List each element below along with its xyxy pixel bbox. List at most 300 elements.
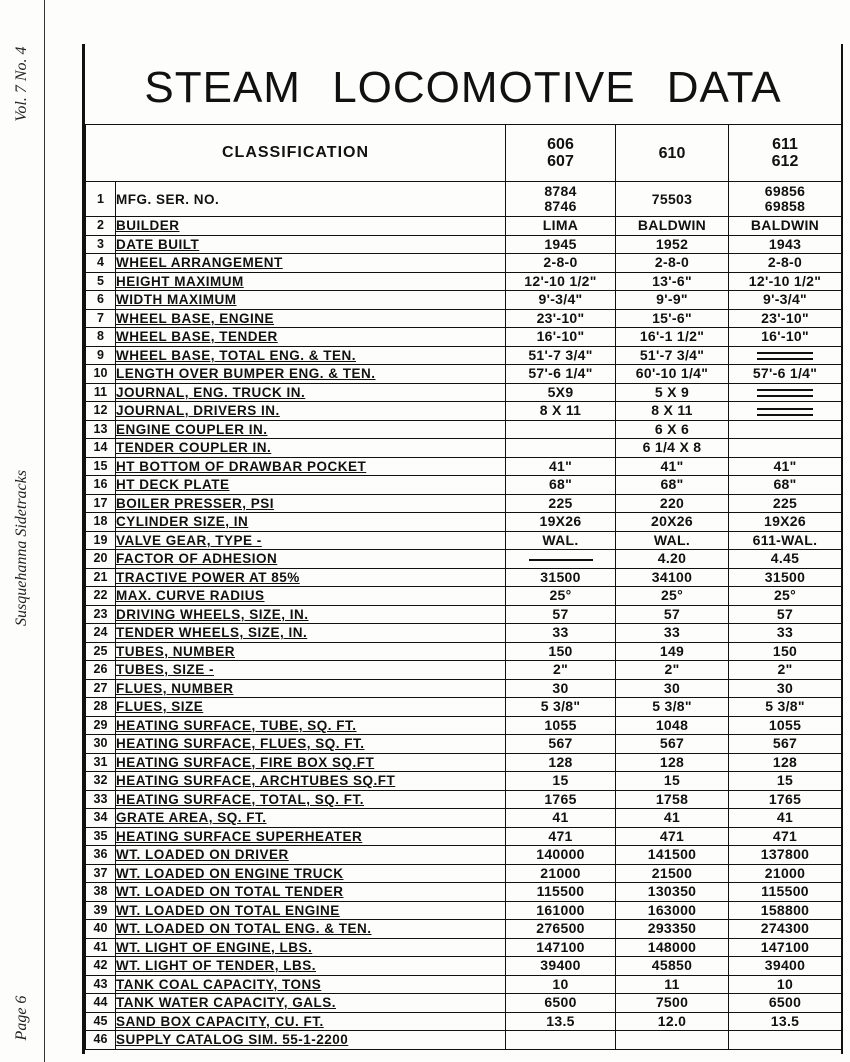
value-cell-v3: 16'-10": [729, 328, 842, 347]
table-row: [86, 883, 842, 902]
row-number: 3: [86, 235, 116, 254]
value-cell-v1: 1055: [506, 716, 616, 735]
value-cell-v3: [729, 420, 842, 439]
row-number: 17: [86, 494, 116, 513]
value-cell-v3: 41": [729, 457, 842, 476]
value-cell-v3: 128: [729, 753, 842, 772]
column-header-610: 610: [616, 125, 729, 182]
row-number: 46: [86, 1031, 116, 1050]
blank-dash-mark: [757, 408, 813, 416]
value-cell-v2: 12.0: [616, 1012, 729, 1031]
value-cell-v1: 276500: [506, 920, 616, 939]
table-row: [86, 587, 842, 606]
value-cell-v2: 1048: [616, 716, 729, 735]
locomotive-data-table: [85, 124, 842, 1050]
row-number: 25: [86, 642, 116, 661]
table-row: [86, 182, 842, 217]
value-cell-v1: 15: [506, 772, 616, 791]
value-cell-v1: 25°: [506, 587, 616, 606]
blank-dash-mark: [757, 352, 813, 360]
row-number: 13: [86, 420, 116, 439]
value-cell-v1: 2": [506, 661, 616, 680]
value-cell-v1: [506, 420, 616, 439]
value-cell-v3: 9'-3/4": [729, 291, 842, 310]
row-number: 32: [86, 772, 116, 791]
value-cell-v2: 128: [616, 753, 729, 772]
row-number: 39: [86, 901, 116, 920]
row-label: BUILDER: [116, 217, 506, 236]
row-number: 44: [86, 994, 116, 1013]
value-cell-v3: 57'-6 1/4": [729, 365, 842, 384]
row-label: TANK COAL CAPACITY, TONS: [116, 975, 506, 994]
row-number: 30: [86, 735, 116, 754]
row-number: 1: [86, 182, 116, 217]
value-cell-v1: 13.5: [506, 1012, 616, 1031]
value-cell-v2: 30: [616, 679, 729, 698]
row-label: WHEEL BASE, TOTAL ENG. & TEN.: [116, 346, 506, 365]
row-label: TANK WATER CAPACITY, GALS.: [116, 994, 506, 1013]
value-cell-v1: 68": [506, 476, 616, 495]
value-cell-v3: 41: [729, 809, 842, 828]
value-cell-v1: 5 3/8": [506, 698, 616, 717]
table-row: [86, 716, 842, 735]
row-number: 38: [86, 883, 116, 902]
header-607: 607: [547, 153, 574, 170]
value-cell-v2: 471: [616, 827, 729, 846]
value-line: 8746: [544, 198, 577, 214]
table-row: [86, 901, 842, 920]
value-cell-v1: 10: [506, 975, 616, 994]
value-cell-v1: 19X26: [506, 513, 616, 532]
value-cell-v3: [729, 182, 842, 217]
row-number: 15: [86, 457, 116, 476]
table-row: [86, 217, 842, 236]
value-cell-v3: 10: [729, 975, 842, 994]
value-cell-v3: 137800: [729, 846, 842, 865]
value-cell-v1: 161000: [506, 901, 616, 920]
header-612: 612: [771, 153, 799, 170]
page-label: Page 6: [13, 995, 30, 1041]
value-cell-v1: 5X9: [506, 383, 616, 402]
value-cell-v1: 57: [506, 605, 616, 624]
value-cell-v2: 20X26: [616, 513, 729, 532]
row-number: 9: [86, 346, 116, 365]
value-cell-v2: 41": [616, 457, 729, 476]
table-row: [86, 698, 842, 717]
value-cell-v2: 6 X 6: [616, 420, 729, 439]
value-cell-v3: [729, 1031, 842, 1050]
row-label: WT. LOADED ON TOTAL ENG. & TEN.: [116, 920, 506, 939]
row-label: HEATING SURFACE, FIRE BOX SQ.FT: [116, 753, 506, 772]
row-label: FLUES, SIZE: [116, 698, 506, 717]
value-cell-v3: 1055: [729, 716, 842, 735]
row-label: HEATING SURFACE SUPERHEATER: [116, 827, 506, 846]
table-row: [86, 420, 842, 439]
value-cell-v3: 39400: [729, 957, 842, 976]
row-number: 23: [86, 605, 116, 624]
table-row: [86, 568, 842, 587]
table-row: [86, 291, 842, 310]
value-cell-v1: 1765: [506, 790, 616, 809]
value-cell-v2: 567: [616, 735, 729, 754]
value-cell-v2: 68": [616, 476, 729, 495]
value-cell-v1: 1945: [506, 235, 616, 254]
value-cell-v3: 115500: [729, 883, 842, 902]
value-cell-v3: 68": [729, 476, 842, 495]
row-label: JOURNAL, DRIVERS IN.: [116, 402, 506, 421]
row-number: 28: [86, 698, 116, 717]
row-number: 26: [86, 661, 116, 680]
value-cell-v2: 163000: [616, 901, 729, 920]
value-cell-v2: 60'-10 1/4": [616, 365, 729, 384]
row-number: 40: [86, 920, 116, 939]
value-cell-v2: 5 X 9: [616, 383, 729, 402]
row-number: 45: [86, 1012, 116, 1031]
table-row: [86, 864, 842, 883]
row-number: 41: [86, 938, 116, 957]
value-cell-v3: 158800: [729, 901, 842, 920]
value-cell-v3: [729, 383, 842, 402]
row-number: 35: [86, 827, 116, 846]
row-label: WIDTH MAXIMUM: [116, 291, 506, 310]
value-cell-v3: 611-WAL.: [729, 531, 842, 550]
row-number: 24: [86, 624, 116, 643]
value-cell-v1: 12'-10 1/2": [506, 272, 616, 291]
value-cell-v2: 6 1/4 X 8: [616, 439, 729, 458]
value-cell-v2: 15'-6": [616, 309, 729, 328]
row-label: JOURNAL, ENG. TRUCK IN.: [116, 383, 506, 402]
row-number: 4: [86, 254, 116, 273]
table-row: [86, 254, 842, 273]
value-cell-v1: LIMA: [506, 217, 616, 236]
table-row: [86, 550, 842, 569]
value-line: 8784: [544, 183, 577, 199]
row-label: TUBES, SIZE -: [116, 661, 506, 680]
table-row: [86, 531, 842, 550]
publication-label: Susquehanna Sidetracks: [13, 470, 30, 626]
row-number: 8: [86, 328, 116, 347]
row-label: SAND BOX CAPACITY, CU. FT.: [116, 1012, 506, 1031]
value-cell-v2: 1952: [616, 235, 729, 254]
row-label: ENGINE COUPLER IN.: [116, 420, 506, 439]
value-cell-v1: 150: [506, 642, 616, 661]
value-cell-v1: 2-8-0: [506, 254, 616, 273]
row-label: WHEEL BASE, TENDER: [116, 328, 506, 347]
row-label: HEATING SURFACE, FLUES, SQ. FT.: [116, 735, 506, 754]
column-header-611-612: [729, 125, 842, 182]
table-row: [86, 772, 842, 791]
row-label: TENDER COUPLER IN.: [116, 439, 506, 458]
row-number: 31: [86, 753, 116, 772]
value-cell-v1: 23'-10": [506, 309, 616, 328]
table-row: [86, 661, 842, 680]
value-cell-v2: 2-8-0: [616, 254, 729, 273]
value-cell-v3: [729, 402, 842, 421]
value-cell-v1: 567: [506, 735, 616, 754]
blank-dash-mark: [757, 389, 813, 397]
table-row: [86, 365, 842, 384]
value-cell-v1: 140000: [506, 846, 616, 865]
row-label: HEATING SURFACE, TOTAL, SQ. FT.: [116, 790, 506, 809]
value-cell-v2: 41: [616, 809, 729, 828]
value-cell-v1: 31500: [506, 568, 616, 587]
row-number: 5: [86, 272, 116, 291]
value-cell-v2: 34100: [616, 568, 729, 587]
value-cell-v3: 1943: [729, 235, 842, 254]
table-row: [86, 753, 842, 772]
value-cell-v1: 9'-3/4": [506, 291, 616, 310]
table-row: [86, 846, 842, 865]
value-cell-v3: 150: [729, 642, 842, 661]
value-cell-v3: 30: [729, 679, 842, 698]
value-cell-v2: 148000: [616, 938, 729, 957]
row-number: 21: [86, 568, 116, 587]
table-row: [86, 383, 842, 402]
header-611: 611: [772, 136, 798, 153]
table-row: [86, 920, 842, 939]
value-cell-v1: 147100: [506, 938, 616, 957]
value-cell-v2: 16'-1 1/2": [616, 328, 729, 347]
table-row: [86, 346, 842, 365]
value-cell-v3: 25°: [729, 587, 842, 606]
table-row: [86, 328, 842, 347]
value-cell-v2: 130350: [616, 883, 729, 902]
column-header-606-607: [506, 125, 616, 182]
table-row: [86, 402, 842, 421]
row-label: LENGTH OVER BUMPER ENG. & TEN.: [116, 365, 506, 384]
row-number: 16: [86, 476, 116, 495]
value-cell-v2: 149: [616, 642, 729, 661]
table-row: [86, 605, 842, 624]
row-label: WHEEL BASE, ENGINE: [116, 309, 506, 328]
value-cell-v3: [729, 346, 842, 365]
value-cell-v2: WAL.: [616, 531, 729, 550]
value-cell-v3: 471: [729, 827, 842, 846]
value-cell-v3: 274300: [729, 920, 842, 939]
value-cell-v2: 4.20: [616, 550, 729, 569]
page-title: STEAM LOCOMOTIVE DATA: [144, 63, 782, 112]
row-label: WT. LIGHT OF TENDER, LBS.: [116, 957, 506, 976]
blank-dash-mark: [529, 559, 593, 561]
row-number: 36: [86, 846, 116, 865]
value-cell-v1: 41: [506, 809, 616, 828]
value-cell-v2: [616, 1031, 729, 1050]
row-label: VALVE GEAR, TYPE -: [116, 531, 506, 550]
value-cell-v3: BALDWIN: [729, 217, 842, 236]
value-cell-v2: 1758: [616, 790, 729, 809]
row-label: DRIVING WHEELS, SIZE, IN.: [116, 605, 506, 624]
value-cell-v1: 30: [506, 679, 616, 698]
value-cell-v1: WAL.: [506, 531, 616, 550]
value-cell-v1: 471: [506, 827, 616, 846]
value-cell-v2: 25°: [616, 587, 729, 606]
header-606: 606: [547, 136, 574, 153]
table-row: [86, 679, 842, 698]
value-cell-v3: 19X26: [729, 513, 842, 532]
table-row: [86, 809, 842, 828]
value-cell-v1: 115500: [506, 883, 616, 902]
value-cell-v2: 75503: [616, 182, 729, 217]
value-cell-v1: [506, 439, 616, 458]
value-cell-v2: 293350: [616, 920, 729, 939]
table-row: [86, 235, 842, 254]
header-row: [86, 125, 842, 182]
value-cell-v3: [729, 439, 842, 458]
value-cell-v2: 21500: [616, 864, 729, 883]
value-cell-v3: 5 3/8": [729, 698, 842, 717]
row-label: HEATING SURFACE, ARCHTUBES SQ.FT: [116, 772, 506, 791]
value-line: 69856: [764, 183, 806, 199]
row-number: 34: [86, 809, 116, 828]
value-cell-v1: 21000: [506, 864, 616, 883]
value-cell-v3: 225: [729, 494, 842, 513]
value-cell-v2: 15: [616, 772, 729, 791]
value-cell-v2: 45850: [616, 957, 729, 976]
row-label: WT. LOADED ON TOTAL TENDER: [116, 883, 506, 902]
table-row: [86, 624, 842, 643]
value-cell-v2: 7500: [616, 994, 729, 1013]
value-cell-v2: 33: [616, 624, 729, 643]
table-row: [86, 642, 842, 661]
value-cell-v1: 6500: [506, 994, 616, 1013]
value-cell-v3: 12'-10 1/2": [729, 272, 842, 291]
row-label: MAX. CURVE RADIUS: [116, 587, 506, 606]
table-body: [86, 182, 842, 1050]
value-cell-v2: 5 3/8": [616, 698, 729, 717]
row-label: WT. LOADED ON DRIVER: [116, 846, 506, 865]
row-label: TRACTIVE POWER AT 85%: [116, 568, 506, 587]
value-cell-v3: 567: [729, 735, 842, 754]
row-number: 18: [86, 513, 116, 532]
value-cell-v1: 57'-6 1/4": [506, 365, 616, 384]
table-row: [86, 513, 842, 532]
value-cell-v1: 33: [506, 624, 616, 643]
row-number: 11: [86, 383, 116, 402]
value-cell-v2: BALDWIN: [616, 217, 729, 236]
value-cell-v1: 128: [506, 753, 616, 772]
value-cell-v3: 1765: [729, 790, 842, 809]
value-cell-v3: 21000: [729, 864, 842, 883]
value-cell-v2: 8 X 11: [616, 402, 729, 421]
value-cell-v2: 13'-6": [616, 272, 729, 291]
table-row: [86, 1031, 842, 1050]
row-number: 42: [86, 957, 116, 976]
row-label: HEIGHT MAXIMUM: [116, 272, 506, 291]
value-cell-v1: 16'-10": [506, 328, 616, 347]
row-label: FLUES, NUMBER: [116, 679, 506, 698]
value-cell-v3: 15: [729, 772, 842, 791]
row-label: BOILER PRESSER, PSI: [116, 494, 506, 513]
row-number: 33: [86, 790, 116, 809]
row-label: TENDER WHEELS, SIZE, IN.: [116, 624, 506, 643]
table-row: [86, 272, 842, 291]
row-number: 6: [86, 291, 116, 310]
margin-strip: [0, 0, 45, 1062]
row-label: HT BOTTOM OF DRAWBAR POCKET: [116, 457, 506, 476]
table-row: [86, 938, 842, 957]
value-cell-v1: [506, 1031, 616, 1050]
row-label: HEATING SURFACE, TUBE, SQ. FT.: [116, 716, 506, 735]
row-number: 2: [86, 217, 116, 236]
row-label: CYLINDER SIZE, IN: [116, 513, 506, 532]
table-row: [86, 975, 842, 994]
table-row: [86, 309, 842, 328]
row-label: GRATE AREA, SQ. FT.: [116, 809, 506, 828]
value-cell-v3: 31500: [729, 568, 842, 587]
data-sheet: [82, 44, 843, 1054]
value-cell-v2: 11: [616, 975, 729, 994]
value-cell-v1: 225: [506, 494, 616, 513]
value-cell-v2: 57: [616, 605, 729, 624]
value-cell-v1: 51'-7 3/4": [506, 346, 616, 365]
value-cell-v3: 13.5: [729, 1012, 842, 1031]
table-row: [86, 1012, 842, 1031]
table-row: [86, 957, 842, 976]
row-number: 12: [86, 402, 116, 421]
value-cell-v3: 4.45: [729, 550, 842, 569]
value-cell-v1: 41": [506, 457, 616, 476]
value-cell-v3: 2-8-0: [729, 254, 842, 273]
row-number: 10: [86, 365, 116, 384]
value-cell-v3: 57: [729, 605, 842, 624]
row-number: 22: [86, 587, 116, 606]
row-label: WT. LOADED ON TOTAL ENGINE: [116, 901, 506, 920]
row-label: FACTOR OF ADHESION: [116, 550, 506, 569]
row-number: 37: [86, 864, 116, 883]
value-cell-v3: 147100: [729, 938, 842, 957]
value-cell-v2: 220: [616, 494, 729, 513]
value-cell-v1: 8 X 11: [506, 402, 616, 421]
value-cell-v2: 2": [616, 661, 729, 680]
table-row: [86, 494, 842, 513]
row-label: TUBES, NUMBER: [116, 642, 506, 661]
row-number: 29: [86, 716, 116, 735]
value-cell-v1: [506, 550, 616, 569]
row-number: 14: [86, 439, 116, 458]
value-line: 69858: [764, 198, 806, 214]
value-cell-v3: 23'-10": [729, 309, 842, 328]
row-label: WT. LOADED ON ENGINE TRUCK: [116, 864, 506, 883]
row-number: 27: [86, 679, 116, 698]
value-cell-v1: [506, 182, 616, 217]
row-label: DATE BUILT: [116, 235, 506, 254]
table-row: [86, 735, 842, 754]
row-number: 20: [86, 550, 116, 569]
row-number: 43: [86, 975, 116, 994]
row-label: WT. LIGHT OF ENGINE, LBS.: [116, 938, 506, 957]
table-row: [86, 476, 842, 495]
row-label: WHEEL ARRANGEMENT: [116, 254, 506, 273]
value-cell-v1: 39400: [506, 957, 616, 976]
value-cell-v2: 9'-9": [616, 291, 729, 310]
value-cell-v2: 141500: [616, 846, 729, 865]
value-cell-v3: 33: [729, 624, 842, 643]
value-cell-v3: 6500: [729, 994, 842, 1013]
table-row: [86, 827, 842, 846]
value-cell-v2: 51'-7 3/4": [616, 346, 729, 365]
row-number: 7: [86, 309, 116, 328]
row-label: HT DECK PLATE: [116, 476, 506, 495]
table-row: [86, 457, 842, 476]
row-label: MFG. SER. NO.: [116, 182, 506, 217]
classification-header: CLASSIFICATION: [86, 125, 506, 182]
table-row: [86, 994, 842, 1013]
volume-label: Vol. 7 No. 4: [13, 46, 30, 122]
value-cell-v3: 2": [729, 661, 842, 680]
table-row: [86, 790, 842, 809]
row-number: 19: [86, 531, 116, 550]
table-row: [86, 439, 842, 458]
